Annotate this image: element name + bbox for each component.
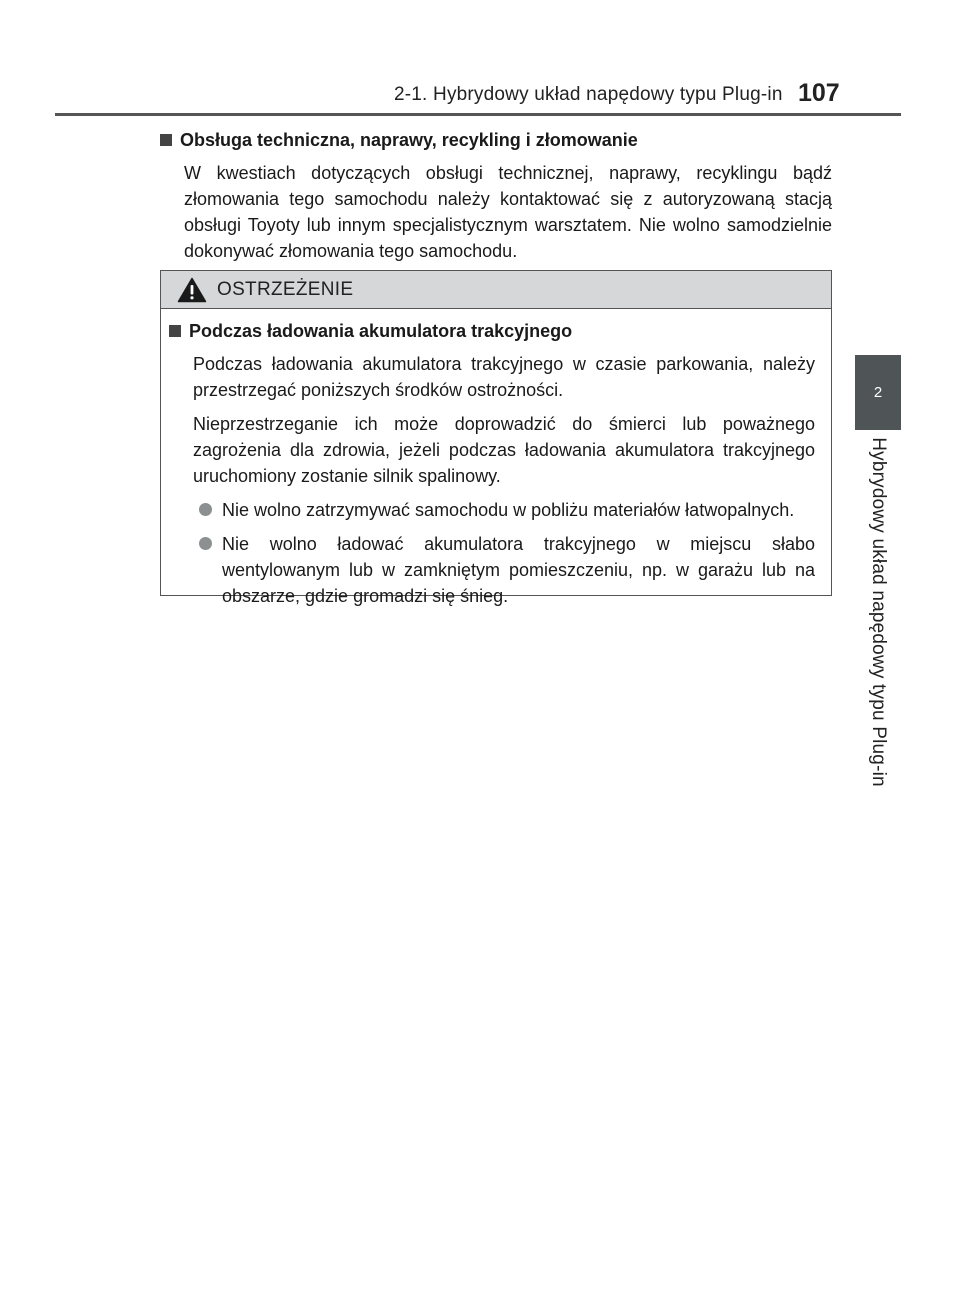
header-divider (55, 113, 901, 116)
chapter-side-label-text: Hybrydowy układ napędowy typu Plug-in (868, 437, 889, 787)
section-heading (160, 128, 832, 152)
circle-bullet-icon (199, 503, 212, 516)
warning-bullet-text: Nie wolno ładować akumulatora trakcyjnego w miejscu słabo wentylowanym lub w zamkniętym pomieszczeniu, np. w garażu lub na obszarze, gdzie gromadzi się śnieg. (222, 534, 815, 606)
header-title: 2-1. Hybrydowy układ napędowy typu Plug-in (394, 84, 783, 105)
warning-heading (169, 319, 823, 343)
warning-bullet (199, 497, 815, 523)
chapter-tab (855, 355, 901, 430)
warning-bullet (199, 531, 815, 609)
warning-title: OSTRZEŻENIE (217, 278, 354, 300)
maintenance-section (160, 128, 832, 264)
section-heading-text: Obsługa techniczna, naprawy, recykling i złomowanie (180, 130, 638, 150)
warning-triangle-icon (177, 277, 207, 303)
circle-bullet-icon (199, 537, 212, 550)
section-body: W kwestiach dotyczących obsługi technicznej, naprawy, recyklingu bądź złomowania tego samochodu należy kontaktować się z autoryzowaną stacją obsługi Toyoty lub innym specjalistycznym warsztatem. Nie wolno samodzielnie dokonywać złomowania tego samochodu. (184, 163, 832, 261)
warning-heading-text: Podczas ładowania akumulatora trakcyjnego (189, 321, 573, 341)
warning-body (161, 309, 831, 609)
warning-paragraph-2: Nieprzestrzeganie ich może doprowadzić do śmierci lub poważnego zagrożenia dla zdrowia, jeżeli podczas ładowania akumulatora trakcyjnego uruchomiony zostanie silnik spalinowy. (193, 414, 815, 486)
warning-paragraph-1: Podczas ładowania akumulatora trakcyjnego w czasie parkowania, należy przestrzegać poniższych środków ostrożności. (193, 354, 815, 400)
warning-box (160, 270, 832, 606)
warning-bullet-text: Nie wolno zatrzymywać samochodu w pobliżu materiałów łatwopalnych. (222, 500, 795, 520)
warning-header (161, 271, 831, 309)
page-number: 107 (798, 79, 840, 107)
square-bullet-icon (169, 325, 181, 337)
square-bullet-icon (160, 134, 172, 146)
chapter-number: 2 (873, 384, 883, 401)
